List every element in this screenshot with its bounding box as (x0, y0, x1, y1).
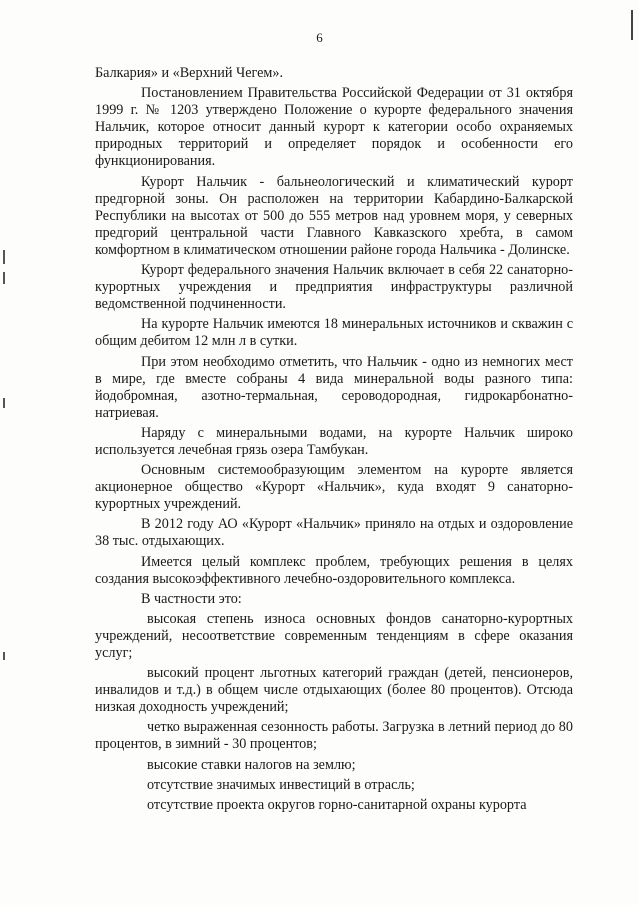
paragraph: Курорт Нальчик - бальнеологический и климатический курорт предгорной зоны. Он расположен на территории Кабардино-Балкарской Республики на высотах от 500 до 555 метров над уровнем моря, у северных предгорий центральной части Главного Кавказского хребта, в самом комфортном в климатическом отношении районе города Нальчика - Долинске. (95, 173, 573, 258)
paragraph: Постановлением Правительства Российской Федерации от 31 октября 1999 г. № 1203 утверждено Положение о курорте федерального значения Нальчик, которое относит данный курорт к категории особо охраняемых природных территорий и определяет порядок и особенности его функционирования. (95, 85, 573, 170)
paragraph: В 2012 году АО «Курорт «Нальчик» приняло на отдых и оздоровление 38 тыс. отдыхающих. (95, 516, 573, 550)
paragraph: Балкария» и «Верхний Чегем». (95, 65, 284, 81)
list-item: четко выраженная сезонность работы. Загрузка в летний период до 80 процентов, в зимний - 30 процентов; (95, 719, 573, 753)
paragraph: В частности это: (141, 590, 242, 607)
paragraph: Имеется целый комплекс проблем, требующих решения в целях создания высокоэффективного лечебно-оздоровительного комплекса. (95, 553, 573, 587)
list-item: высокая степень износа основных фондов санаторно-курортных учреждений, несоответствие современным тенденциям в сфере оказания услуг; (95, 610, 573, 661)
list-item: отсутствие проекта округов горно-санитарной охраны курорта (147, 796, 527, 813)
paragraph: На курорте Нальчик имеются 18 минеральных источников и скважин с общим дебитом 12 млн л в сутки. (95, 316, 573, 350)
paragraph: Наряду с минеральными водами, на курорте Нальчик широко используется лечебная грязь озера Тамбукан. (95, 424, 573, 458)
list-item: отсутствие значимых инвестиций в отрасль; (147, 776, 415, 793)
scan-margin-mark (3, 398, 5, 408)
scan-margin-mark (3, 652, 5, 660)
paragraph: При этом необходимо отметить, что Нальчик - одно из немногих мест в мире, где вместе собраны 4 вида минеральной воды разного типа: йодобромная, азотно-термальная, сероводородная, гидрокарбонатно-натриевая. (95, 353, 573, 421)
list-item: высокий процент льготных категорий граждан (детей, пенсионеров, инвалидов и т.д.) в общем числе отдыхающих (более 80 процентов). Отсюда низкая доходность учреждений; (95, 665, 573, 716)
list-item: высокие ставки налогов на землю; (147, 756, 356, 773)
scan-margin-mark (3, 250, 5, 264)
paragraph: Курорт федерального значения Нальчик включает в себя 22 санаторно-курортных учреждения и предприятия инфраструктуры различной ведомственной подчиненности. (95, 262, 573, 313)
document-body (95, 65, 573, 817)
page-number: 6 (316, 30, 323, 45)
scan-margin-mark (3, 272, 5, 284)
paragraph: Основным системообразующим элементом на курорте является акционерное общество «Курорт «Нальчик», куда входят 9 санаторно-курортных учреждений. (95, 462, 573, 513)
